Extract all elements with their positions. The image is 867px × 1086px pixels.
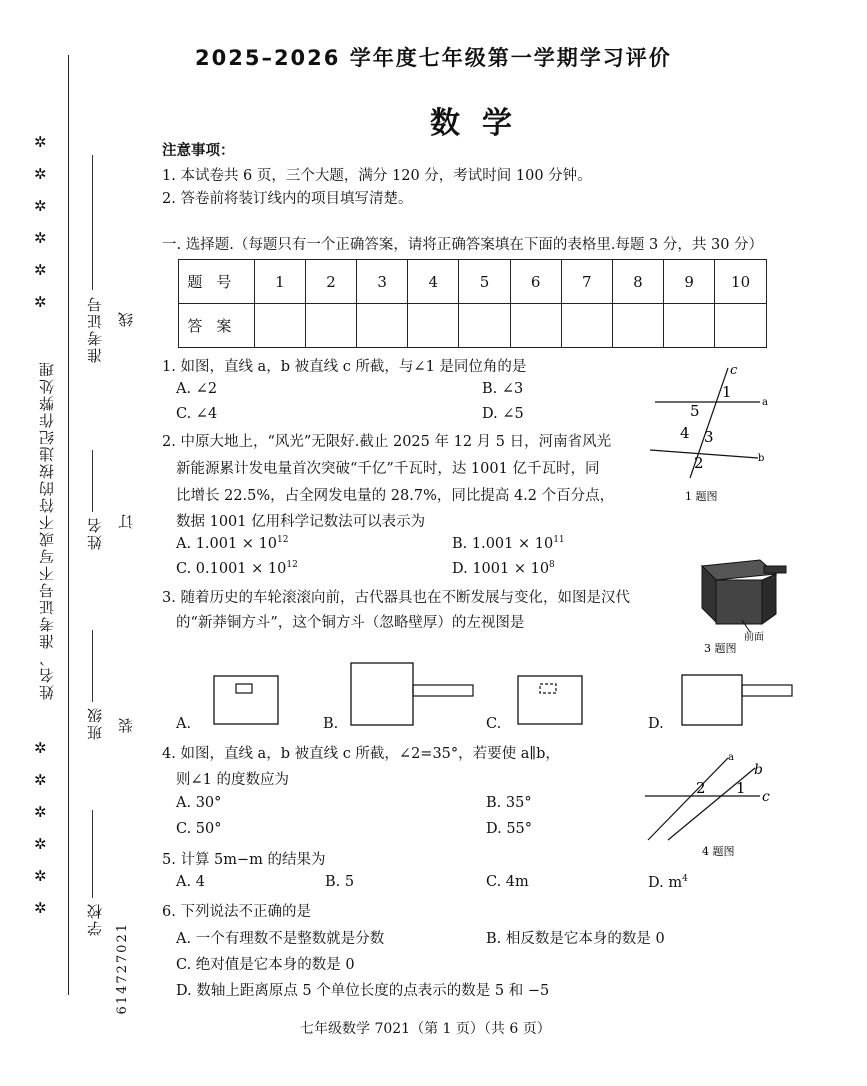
q1-angle-4: 4 [680, 424, 690, 442]
q2-d-exp: 8 [549, 560, 555, 570]
q5-option-c: C. 4m [486, 874, 529, 890]
notice-item: 2. 答卷前将装订线内的项目填写清楚。 [162, 191, 413, 207]
admission-label: 准考证号 [86, 295, 104, 363]
answer-cell[interactable] [459, 304, 510, 348]
q6-stem: 6. 下列说法不正确的是 [162, 904, 311, 920]
q2-option-a [176, 535, 288, 552]
school-blank[interactable] [92, 810, 94, 898]
question-number: 8 [612, 260, 663, 304]
binding-warning: 姓名、准考证号不写或不符的按违纪作弊处理 [38, 360, 56, 700]
q4-figure [640, 748, 780, 860]
binding-zhuang-label: 装 [117, 716, 135, 733]
q3-option-d: D. [648, 716, 664, 732]
star-icon: ✲ [34, 165, 47, 183]
q1-option-c: C. ∠4 [176, 406, 218, 422]
table-row [179, 260, 767, 304]
q1-option-b: B. ∠3 [482, 381, 524, 397]
class-label: 班级 [86, 706, 104, 740]
q2-a-base: A. 1.001 × 10 [176, 535, 278, 552]
answer-cell[interactable] [305, 304, 356, 348]
star-column-bottom [34, 732, 47, 924]
q1-angle-2: 2 [694, 454, 704, 472]
q1-label-c: c [730, 363, 738, 378]
q6-option-a: A. 一个有理数不是整数就是分数 [176, 931, 385, 947]
school-label: 学校 [86, 902, 104, 936]
notice-item: 1. 本试卷共 6 页，三个大题，满分 120 分，考试时间 100 分钟。 [162, 168, 592, 184]
q2-option-d [452, 560, 555, 577]
answer-cell[interactable] [715, 304, 767, 348]
question-number: 3 [357, 260, 408, 304]
q2-c-base: C. 0.1001 × 10 [176, 560, 287, 577]
question-number: 10 [715, 260, 767, 304]
q2-option-c [176, 560, 298, 577]
q3-view-a [212, 672, 282, 726]
question-number: 4 [408, 260, 459, 304]
answer-cell[interactable] [612, 304, 663, 348]
q1-angle-3: 3 [704, 428, 714, 446]
q5-option-a: A. 4 [176, 874, 205, 890]
question-number: 6 [510, 260, 561, 304]
q2-line: 新能源累计发电量首次突破“千亿”千瓦时，达 1001 亿千瓦时，同 [176, 461, 600, 477]
q5-d-exp: 4 [682, 874, 688, 884]
q4-caption: 4 题图 [702, 845, 735, 858]
q4-option-b: B. 35° [486, 795, 532, 811]
answer-cell[interactable] [561, 304, 612, 348]
q1-stem: 1. 如图，直线 a，b 被直线 c 所截，与∠1 是同位角的是 [162, 359, 527, 375]
q4-line: 4. 如图，直线 a，b 被直线 c 所截，∠2=35°，若要使 a∥b， [162, 746, 560, 762]
answer-cell[interactable] [357, 304, 408, 348]
q5-option-d [648, 874, 688, 891]
q4-label-b: b [754, 762, 763, 778]
q4-option-a: A. 30° [176, 795, 222, 811]
q2-d-base: D. 1001 × 10 [452, 560, 550, 577]
table-row [179, 304, 767, 348]
binding-line-label: 线 [117, 310, 135, 327]
subject-title: 数学 [430, 106, 534, 141]
q2-b-exp: 11 [553, 535, 565, 545]
binding-line [68, 55, 69, 995]
q1-angle-1: 1 [722, 383, 732, 401]
row-header: 答案 [179, 304, 255, 348]
q5-stem: 5. 计算 5m−m 的结果为 [162, 852, 326, 868]
star-icon: ✲ [34, 197, 47, 215]
answer-cell[interactable] [408, 304, 459, 348]
q3-line: 的“新莽铜方斗”，这个铜方斗（忽略壁厚）的左视图是 [176, 615, 525, 631]
q6-option-b: B. 相反数是它本身的数是 0 [486, 931, 665, 947]
question-number: 2 [305, 260, 356, 304]
q2-b-base: B. 1.001 × 10 [452, 535, 554, 552]
q5-d-base: D. m [648, 874, 683, 891]
q3-line: 3. 随着历史的车轮滚滚向前，古代器具也在不断发展与变化，如图是汉代 [162, 590, 630, 606]
admission-blank[interactable] [92, 155, 94, 290]
question-number: 7 [561, 260, 612, 304]
question-number: 5 [459, 260, 510, 304]
star-icon: ✲ [34, 229, 47, 247]
star-column-top [34, 126, 47, 318]
star-icon: ✲ [34, 803, 47, 821]
q4-line: 则∠1 的度数应为 [176, 772, 289, 788]
q1-option-a: A. ∠2 [176, 381, 218, 397]
q3-option-a: A. [176, 716, 192, 732]
star-icon: ✲ [34, 835, 47, 853]
q4-option-c: C. 50° [176, 821, 222, 837]
q1-option-d: D. ∠5 [482, 406, 524, 422]
q1-label-a: a [762, 397, 768, 408]
question-number: 9 [664, 260, 715, 304]
q4-label-c: c [762, 789, 770, 805]
q2-a-exp: 12 [277, 535, 289, 545]
row-header: 题号 [179, 260, 255, 304]
q3-option-c: C. [486, 716, 502, 732]
q1-caption: 1 题图 [685, 490, 718, 503]
answer-cell[interactable] [254, 304, 305, 348]
question-number: 1 [254, 260, 305, 304]
q4-angle-1: 1 [736, 779, 746, 797]
star-icon: ✲ [34, 261, 47, 279]
star-icon: ✲ [34, 771, 47, 789]
q5-option-b: B. 5 [325, 874, 355, 890]
q4-option-d: D. 55° [486, 821, 533, 837]
star-icon: ✲ [34, 899, 47, 917]
star-icon: ✲ [34, 739, 47, 757]
q1-angle-5: 5 [690, 402, 700, 420]
q3-view-c [516, 672, 586, 726]
paper-code: 614727021 [115, 922, 130, 1015]
q2-line: 2. 中原大地上，“风光”无限好.截止 2025 年 12 月 5 日，河南省风光 [162, 434, 612, 450]
binding-ding-label: 订 [117, 512, 135, 529]
answer-table [178, 259, 767, 348]
q6-option-d: D. 数轴上距离原点 5 个单位长度的点表示的数是 5 和 −5 [176, 983, 550, 999]
star-icon: ✲ [34, 133, 47, 151]
answer-cell[interactable] [664, 304, 715, 348]
q2-c-exp: 12 [286, 560, 298, 570]
page-footer: 七年级数学 7021（第 1 页）（共 6 页） [300, 1021, 551, 1037]
name-blank[interactable] [92, 450, 94, 512]
notice-heading: 注意事项： [162, 142, 235, 159]
q3-view-b [348, 660, 478, 730]
star-icon: ✲ [34, 293, 47, 311]
name-label: 姓名 [86, 516, 104, 550]
q3-front-label: 前面 [744, 632, 764, 643]
q4-angle-2: 2 [696, 779, 706, 797]
q2-line: 比增长 22.5%，占全网发电量的 28.7%，同比提高 4.2 个百分点， [176, 488, 615, 504]
q2-line: 数据 1001 亿用科学记数法可以表示为 [176, 514, 426, 530]
q3-option-b: B. [323, 716, 339, 732]
q1-label-b: b [758, 453, 765, 464]
q3-caption: 3 题图 [704, 642, 737, 655]
q1-figure [640, 360, 780, 510]
q6-option-c: C. 绝对值是它本身的数是 0 [176, 957, 355, 973]
answer-cell[interactable] [510, 304, 561, 348]
section-title: 一. 选择题.（每题只有一个正确答案，请将正确答案填在下面的表格里.每题 3 分，共 30 分） [162, 237, 764, 253]
q3-view-d [680, 672, 795, 728]
q2-option-b [452, 535, 565, 552]
q3-figure [690, 552, 790, 657]
class-blank[interactable] [92, 630, 94, 702]
q4-label-a: a [728, 752, 734, 763]
exam-title: 2025–2026 学年度七年级第一学期学习评价 [195, 46, 672, 70]
star-icon: ✲ [34, 867, 47, 885]
